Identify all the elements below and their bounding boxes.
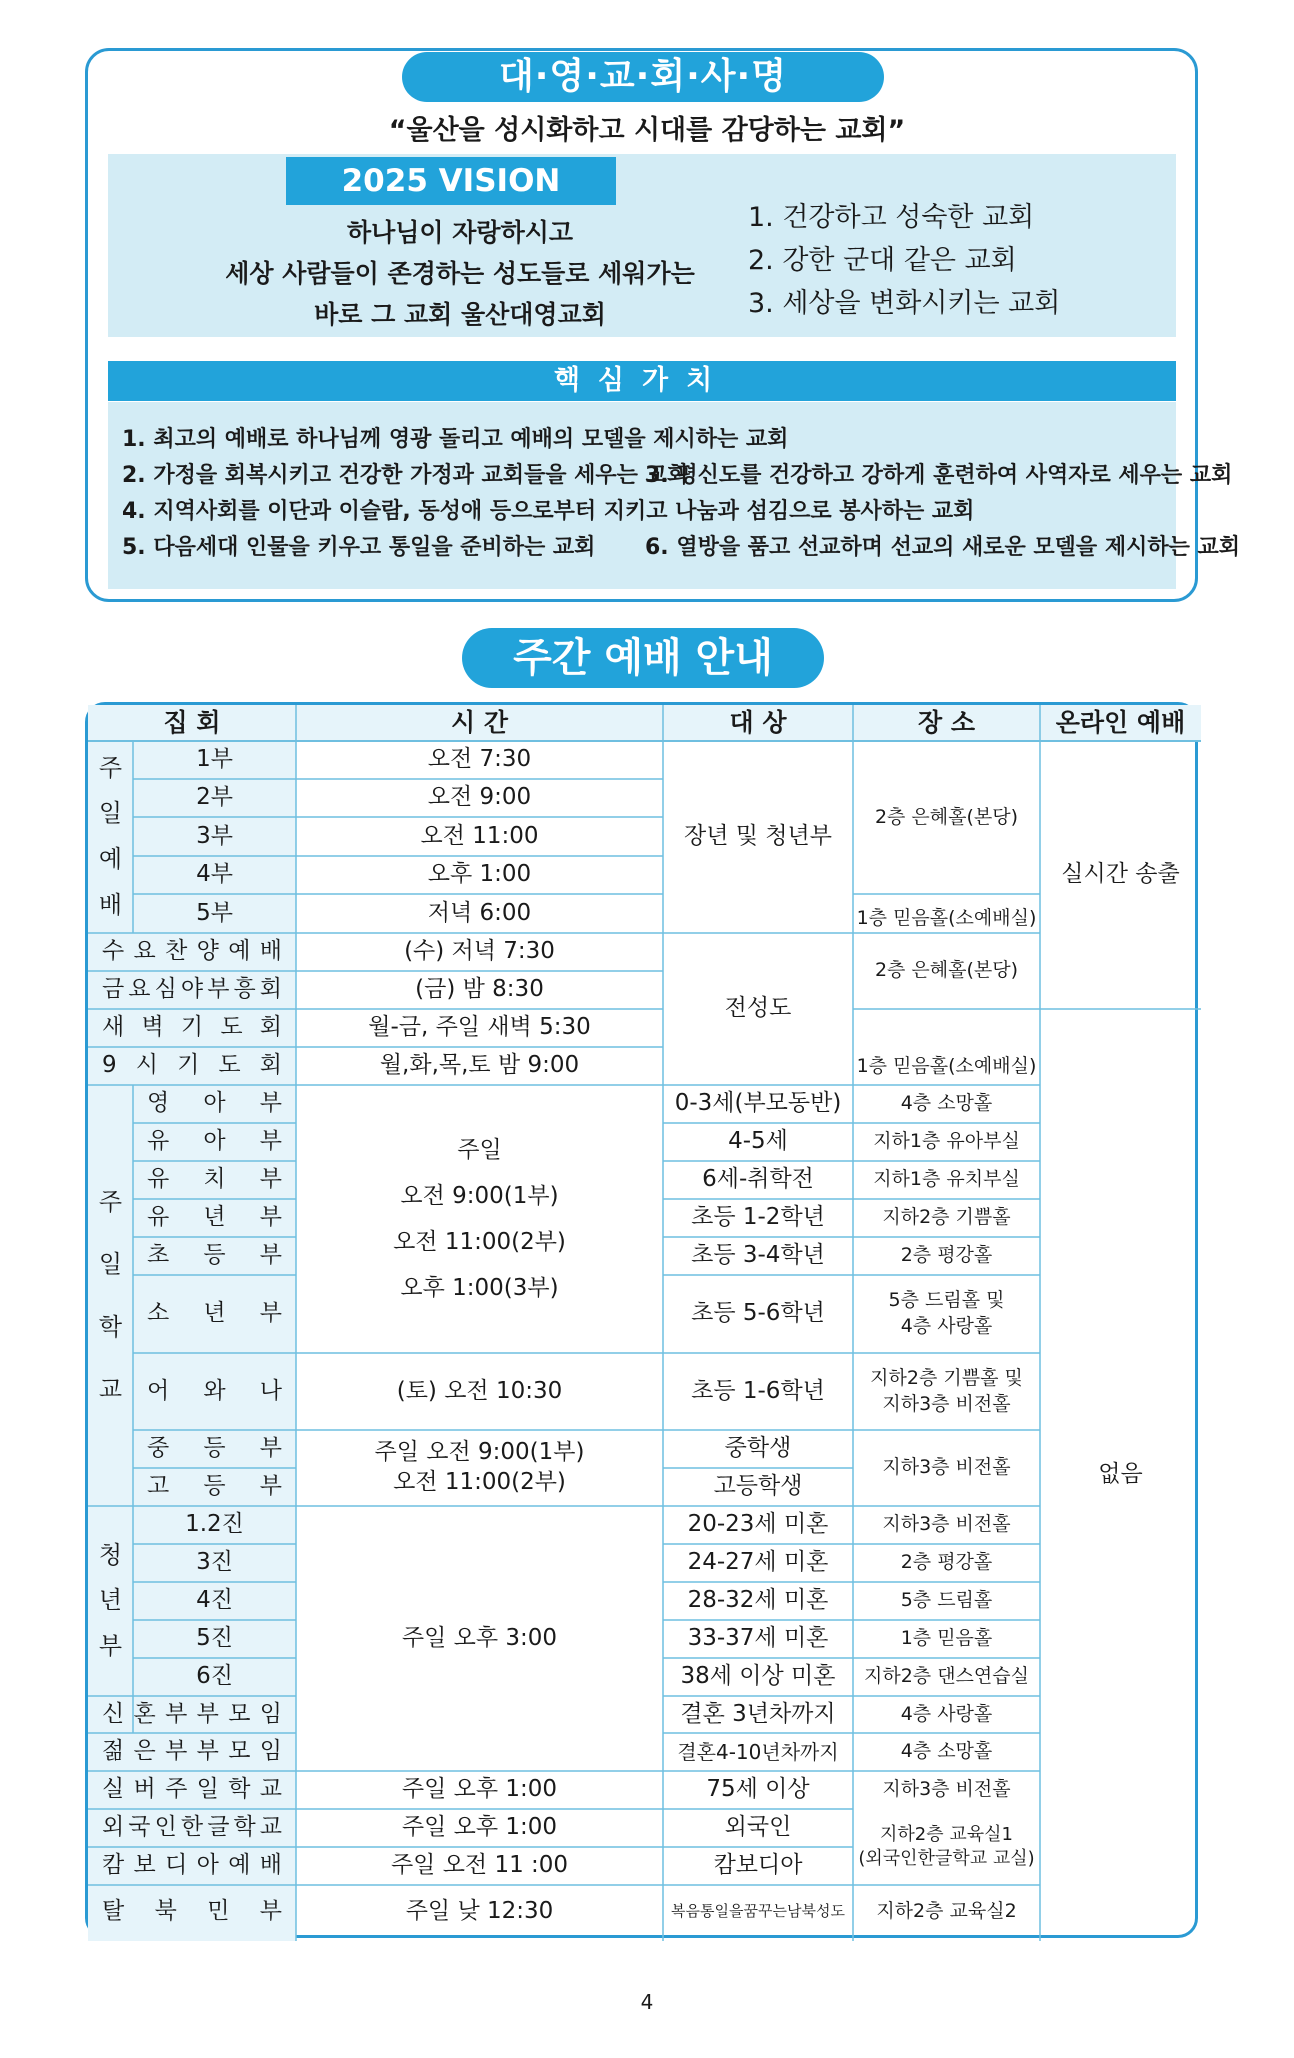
label-char: 모 — [228, 1738, 251, 1765]
label-char: 주 — [165, 1776, 188, 1803]
meeting-place — [853, 1353, 1040, 1430]
meeting-time: (토) 오전 10:30 — [396, 1377, 563, 1404]
label-char: 부 — [259, 1435, 282, 1462]
label-char: 외 — [102, 1814, 125, 1841]
meeting-name-spread — [88, 1009, 296, 1047]
place-line: 4층 사랑홀 — [900, 1315, 993, 1337]
meeting-target: 4-5세 — [728, 1128, 788, 1155]
meeting-place: 4층 사랑홀 — [900, 1702, 993, 1725]
label-char: 회 — [259, 1052, 282, 1079]
group-char: 교 — [98, 1374, 123, 1403]
meeting-time: 주일 오후 1:00 — [401, 1776, 558, 1803]
schedule-table — [85, 702, 1198, 1938]
label-char: 유 — [147, 1166, 170, 1193]
meeting-name: 3부 — [196, 822, 233, 849]
teen-times — [296, 1430, 663, 1506]
label-char: 젊 — [102, 1738, 125, 1765]
label-char: 배 — [259, 1852, 282, 1879]
meeting-target: 결혼 3년차까지 — [680, 1700, 836, 1727]
label-char: 초 — [147, 1242, 170, 1269]
meeting-time: 저녁 6:00 — [427, 899, 532, 926]
label-char: 아 — [203, 1128, 226, 1155]
meeting-place: 지하3층 비전홀 — [882, 1513, 1011, 1536]
label-char: 영 — [147, 1090, 170, 1117]
group-char: 학 — [98, 1312, 123, 1341]
teen-time-line: 오전 11:00(2부) — [393, 1469, 566, 1495]
vision-statement — [200, 212, 720, 335]
label-char: 나 — [259, 1377, 282, 1404]
meeting-time: (수) 저녁 7:30 — [404, 938, 555, 965]
label-char: 치 — [203, 1166, 226, 1193]
meeting-place: 2층 은혜홀(본당) — [874, 805, 1019, 828]
label-char: 회 — [259, 976, 282, 1003]
meeting-name: 3진 — [196, 1549, 233, 1576]
label-char: 탈 — [102, 1897, 125, 1924]
label-char: 임 — [259, 1738, 282, 1765]
meeting-target: 초등 5-6학년 — [691, 1300, 825, 1327]
school-time-line: 오후 1:00(3부) — [400, 1275, 559, 1301]
place-line: 지하2층 교육실1 — [880, 1823, 1013, 1845]
header-place: 장 소 — [917, 707, 975, 737]
core-value-item: 6. 열방을 품고 선교하며 선교의 새로운 모델을 제시하는 교회 — [645, 535, 1240, 560]
page-number: 4 — [640, 1990, 654, 2014]
meeting-time: 월-금, 주일 새벽 5:30 — [368, 1014, 591, 1041]
core-value-item: 5. 다음세대 인물을 키우고 통일을 준비하는 교회 — [122, 535, 596, 560]
meeting-name: 4부 — [196, 861, 233, 888]
label-char: 와 — [203, 1377, 226, 1404]
meeting-name-spread — [133, 1237, 296, 1275]
meeting-name: 5진 — [196, 1625, 233, 1652]
meeting-name: 2부 — [196, 784, 233, 811]
label-char: 아 — [196, 1852, 219, 1879]
online-status: 없음 — [1098, 1461, 1143, 1488]
label-char: 예 — [228, 1852, 251, 1879]
header-online: 온라인 예배 — [1055, 707, 1186, 737]
meeting-name: 4진 — [196, 1587, 233, 1614]
meeting-name-spread — [88, 1847, 296, 1885]
label-char: 임 — [259, 1700, 282, 1727]
schedule-title: 주간 예배 안내 — [462, 628, 824, 688]
label-char: 부 — [259, 1897, 282, 1924]
label-char: 유 — [147, 1204, 170, 1231]
place-line: (외국인한글학교 교실) — [858, 1848, 1035, 1869]
meeting-target: 외국인 — [724, 1814, 792, 1841]
label-char: 아 — [203, 1090, 226, 1117]
meeting-name-spread — [133, 1430, 296, 1468]
header-meeting: 집 회 — [163, 707, 221, 737]
meeting-target: 6세-취학전 — [702, 1166, 814, 1193]
label-char: 부 — [165, 1700, 188, 1727]
meeting-time: 오전 11:00 — [420, 822, 539, 849]
school-time-line: 주일 — [457, 1137, 502, 1163]
online-status: 실시간 송출 — [1061, 861, 1180, 888]
mission-title: 대·영·교·회·사·명 — [402, 52, 884, 102]
label-char: 버 — [133, 1776, 156, 1803]
meeting-time: 월,화,목,토 밤 9:00 — [379, 1052, 580, 1079]
meeting-time: 주일 오후 3:00 — [401, 1624, 558, 1651]
label-char: 한 — [180, 1814, 204, 1841]
meeting-place: 4층 소망홀 — [900, 1092, 993, 1115]
meeting-place: 지하2층 교육실2 — [876, 1899, 1017, 1922]
label-char: 양 — [196, 938, 219, 965]
label-char: 유 — [147, 1128, 170, 1155]
meeting-name: 1부 — [196, 746, 233, 773]
meeting-time: 주일 오후 1:00 — [401, 1814, 558, 1841]
label-char: 찬 — [165, 938, 188, 965]
label-char: 부 — [259, 1166, 282, 1193]
group-char: 년 — [98, 1586, 123, 1615]
label-char: 교 — [259, 1776, 282, 1803]
core-value-item: 2. 가정을 회복시키고 건강한 가정과 교회들을 세우는 교회 — [122, 463, 689, 488]
meeting-target: 20-23세 미혼 — [687, 1511, 829, 1538]
meeting-target: 캄보디아 — [713, 1852, 803, 1879]
meeting-name-spread — [88, 1047, 296, 1085]
meeting-place: 지하3층 비전홀 — [882, 1456, 1011, 1479]
label-char: 부 — [259, 1090, 282, 1117]
meeting-name-spread — [133, 1161, 296, 1199]
meeting-name-spread — [133, 1468, 296, 1506]
meeting-target: 28-32세 미혼 — [687, 1587, 829, 1614]
meeting-time: 주일 낮 12:30 — [405, 1897, 554, 1924]
vision-line: 바로 그 교회 울산대영교회 — [314, 300, 606, 329]
meeting-place: 5층 드림홀 — [900, 1589, 993, 1612]
label-char: 기 — [180, 1014, 204, 1041]
meeting-target: 초등 1-2학년 — [691, 1204, 825, 1231]
label-char: 부 — [259, 1242, 282, 1269]
meeting-place: 2층 평강홀 — [900, 1551, 993, 1574]
label-char: 등 — [203, 1242, 226, 1269]
meeting-target: 전성도 — [724, 995, 792, 1022]
place-line: 지하2층 기쁨홀 및 — [870, 1366, 1023, 1389]
meeting-name-spread — [88, 1885, 296, 1938]
meeting-name-spread — [88, 1809, 296, 1847]
core-values-header — [108, 361, 1176, 401]
meeting-name-spread — [133, 1353, 296, 1430]
meeting-name-spread — [133, 1123, 296, 1161]
meeting-target: 중학생 — [724, 1435, 792, 1462]
label-char: 새 — [102, 1014, 125, 1041]
meeting-name: 5부 — [196, 899, 233, 926]
meeting-place: 지하1층 유치부실 — [873, 1168, 1020, 1191]
label-char: 9 — [102, 1052, 117, 1079]
meeting-place: 1층 믿음홀(소예배실) — [856, 1055, 1037, 1078]
core-values-title: 핵심가치 — [553, 365, 731, 396]
meeting-time: 오전 9:00 — [427, 784, 532, 811]
label-char: 심 — [154, 976, 177, 1003]
meeting-place: 4층 소망홀 — [900, 1740, 993, 1763]
label-char: 신 — [102, 1700, 125, 1727]
meeting-name-spread — [133, 1275, 296, 1353]
meeting-name-spread — [88, 933, 296, 971]
place-line: 지하3층 비전홀 — [882, 1392, 1011, 1415]
meeting-name-spread — [88, 1696, 296, 1733]
label-char: 부 — [165, 1738, 188, 1765]
label-char: 글 — [207, 1814, 230, 1841]
label-char: 흥 — [233, 976, 256, 1003]
meeting-place: 지하2층 기쁨홀 — [882, 1206, 1011, 1229]
school-time-line: 오전 9:00(1부) — [400, 1183, 559, 1209]
meeting-target: 장년 및 청년부 — [684, 823, 832, 850]
label-char: 회 — [259, 1014, 282, 1041]
meeting-name-spread — [133, 1199, 296, 1237]
label-char: 중 — [147, 1435, 170, 1462]
label-char: 년 — [203, 1300, 226, 1327]
label-char: 야 — [180, 976, 204, 1003]
meeting-name: 6진 — [196, 1663, 233, 1690]
label-char: 일 — [196, 1776, 219, 1803]
group-char: 주 — [98, 753, 123, 782]
label-char: 등 — [203, 1435, 226, 1462]
meeting-target: 복음통일을꿈꾸는남북성도 — [671, 1901, 845, 1920]
label-char: 요 — [133, 938, 156, 965]
school-times — [296, 1085, 663, 1353]
meeting-name-spread — [133, 1085, 296, 1123]
label-char: 실 — [102, 1776, 125, 1803]
header-target: 대 상 — [729, 707, 787, 737]
meeting-place: 지하2층 댄스연습실 — [864, 1665, 1029, 1688]
goal-item: 2. 강한 군대 같은 교회 — [748, 245, 1017, 276]
label-char: 국 — [128, 1814, 151, 1841]
group-sunday-worship — [88, 741, 133, 933]
label-char: 배 — [259, 938, 282, 965]
label-char: 도 — [218, 1052, 241, 1079]
group-youth — [88, 1506, 133, 1696]
core-values-panel — [108, 402, 1240, 589]
label-char: 도 — [220, 1014, 243, 1041]
core-value-item: 1. 최고의 예배로 하나님께 영광 돌리고 예배의 모델을 제시하는 교회 — [122, 427, 789, 452]
label-char: 예 — [228, 938, 251, 965]
label-char: 민 — [207, 1897, 230, 1924]
label-char: 벽 — [141, 1014, 164, 1041]
label-char: 혼 — [133, 1700, 156, 1727]
label-char: 부 — [259, 1204, 282, 1231]
meeting-place — [853, 1275, 1040, 1353]
label-char: 보 — [133, 1852, 156, 1879]
mission-motto: “울산을 성시화하고 시대를 감당하는 교회” — [388, 115, 906, 146]
meeting-target: 결혼4-10년차까지 — [677, 1739, 839, 1764]
label-char: 금 — [102, 976, 125, 1003]
label-char: 모 — [228, 1700, 251, 1727]
vision-line: 세상 사람들이 존경하는 성도들로 세워가는 — [225, 259, 695, 288]
label-char: 고 — [147, 1473, 170, 1500]
meeting-name: 1.2진 — [185, 1511, 244, 1538]
label-char: 학 — [233, 1814, 256, 1841]
meeting-time: 오후 1:00 — [427, 861, 532, 888]
group-char: 일 — [98, 799, 123, 828]
meeting-target: 38세 이상 미혼 — [680, 1663, 836, 1690]
core-value-item: 3. 평신도를 건강하고 강하게 훈련하여 사역자로 세우는 교회 — [645, 463, 1233, 488]
meeting-target: 0-3세(부모동반) — [674, 1090, 842, 1117]
teen-time-line: 주일 오전 9:00(1부) — [374, 1439, 585, 1466]
meeting-target: 24-27세 미혼 — [687, 1549, 829, 1576]
label-char: 은 — [133, 1738, 156, 1765]
meeting-name-spread — [88, 971, 296, 1009]
label-char: 어 — [147, 1377, 170, 1404]
label-char: 요 — [128, 976, 151, 1003]
label-char: 부 — [259, 1300, 282, 1327]
meeting-target: 고등학생 — [713, 1473, 803, 1500]
label-char: 소 — [147, 1300, 170, 1327]
meeting-place: 2층 은혜홀(본당) — [874, 959, 1019, 982]
meeting-place: 지하3층 비전홀 — [882, 1778, 1011, 1801]
label-char: 부 — [259, 1128, 282, 1155]
vision-goals — [748, 196, 1168, 325]
meeting-target: 초등 3-4학년 — [691, 1242, 825, 1269]
group-char: 주 — [98, 1187, 123, 1216]
vision-line: 하나님이 자랑하시고 — [346, 218, 574, 247]
group-sunday-school — [88, 1085, 133, 1506]
group-char: 예 — [98, 845, 123, 873]
label-char: 기 — [177, 1052, 200, 1079]
vision-label: 2025 VISION — [286, 157, 616, 205]
place-line: 5층 드림홀 및 — [888, 1289, 1005, 1312]
meeting-target: 33-37세 미혼 — [687, 1625, 829, 1652]
group-char: 일 — [98, 1250, 123, 1279]
meeting-target: 초등 1-6학년 — [691, 1377, 825, 1404]
label-char: 수 — [102, 938, 125, 965]
label-char: 인 — [154, 1814, 177, 1841]
label-char: 부 — [196, 1738, 219, 1765]
label-char: 학 — [228, 1776, 251, 1803]
meeting-place: 1층 믿음홀(소예배실) — [856, 906, 1037, 929]
label-char: 시 — [135, 1052, 158, 1079]
group-char: 청 — [98, 1540, 123, 1569]
label-char: 캄 — [102, 1852, 125, 1879]
meeting-place: 1층 믿음홀 — [900, 1627, 993, 1650]
header-time: 시 간 — [450, 707, 508, 737]
label-char: 교 — [259, 1814, 282, 1841]
meeting-place — [853, 1809, 1040, 1885]
meeting-time: 오전 7:30 — [427, 746, 532, 773]
label-char: 년 — [203, 1204, 226, 1231]
meeting-place: 지하1층 유아부실 — [873, 1130, 1020, 1153]
group-char: 부 — [98, 1631, 123, 1660]
school-time-line: 오전 11:00(2부) — [393, 1229, 566, 1255]
meeting-place: 2층 평강홀 — [900, 1244, 993, 1267]
group-char: 배 — [98, 890, 123, 919]
label-char: 부 — [259, 1473, 282, 1500]
meeting-target: 75세 이상 — [706, 1776, 810, 1803]
meeting-name-spread — [88, 1733, 296, 1771]
goal-item: 1. 건강하고 성숙한 교회 — [748, 202, 1035, 233]
label-char: 등 — [203, 1473, 226, 1500]
meeting-name-spread — [88, 1771, 296, 1809]
label-char: 부 — [207, 976, 230, 1003]
goal-item: 3. 세상을 변화시키는 교회 — [748, 288, 1061, 319]
meeting-time: (금) 밤 8:30 — [415, 976, 544, 1003]
label-char: 부 — [196, 1700, 219, 1727]
label-char: 북 — [154, 1897, 177, 1924]
meeting-time: 주일 오전 11 :00 — [390, 1852, 569, 1879]
label-char: 디 — [165, 1852, 188, 1879]
core-value-item: 4. 지역사회를 이단과 이슬람, 동성애 등으로부터 지키고 나눔과 섬김으로 봉사하는 교회 — [122, 499, 975, 524]
